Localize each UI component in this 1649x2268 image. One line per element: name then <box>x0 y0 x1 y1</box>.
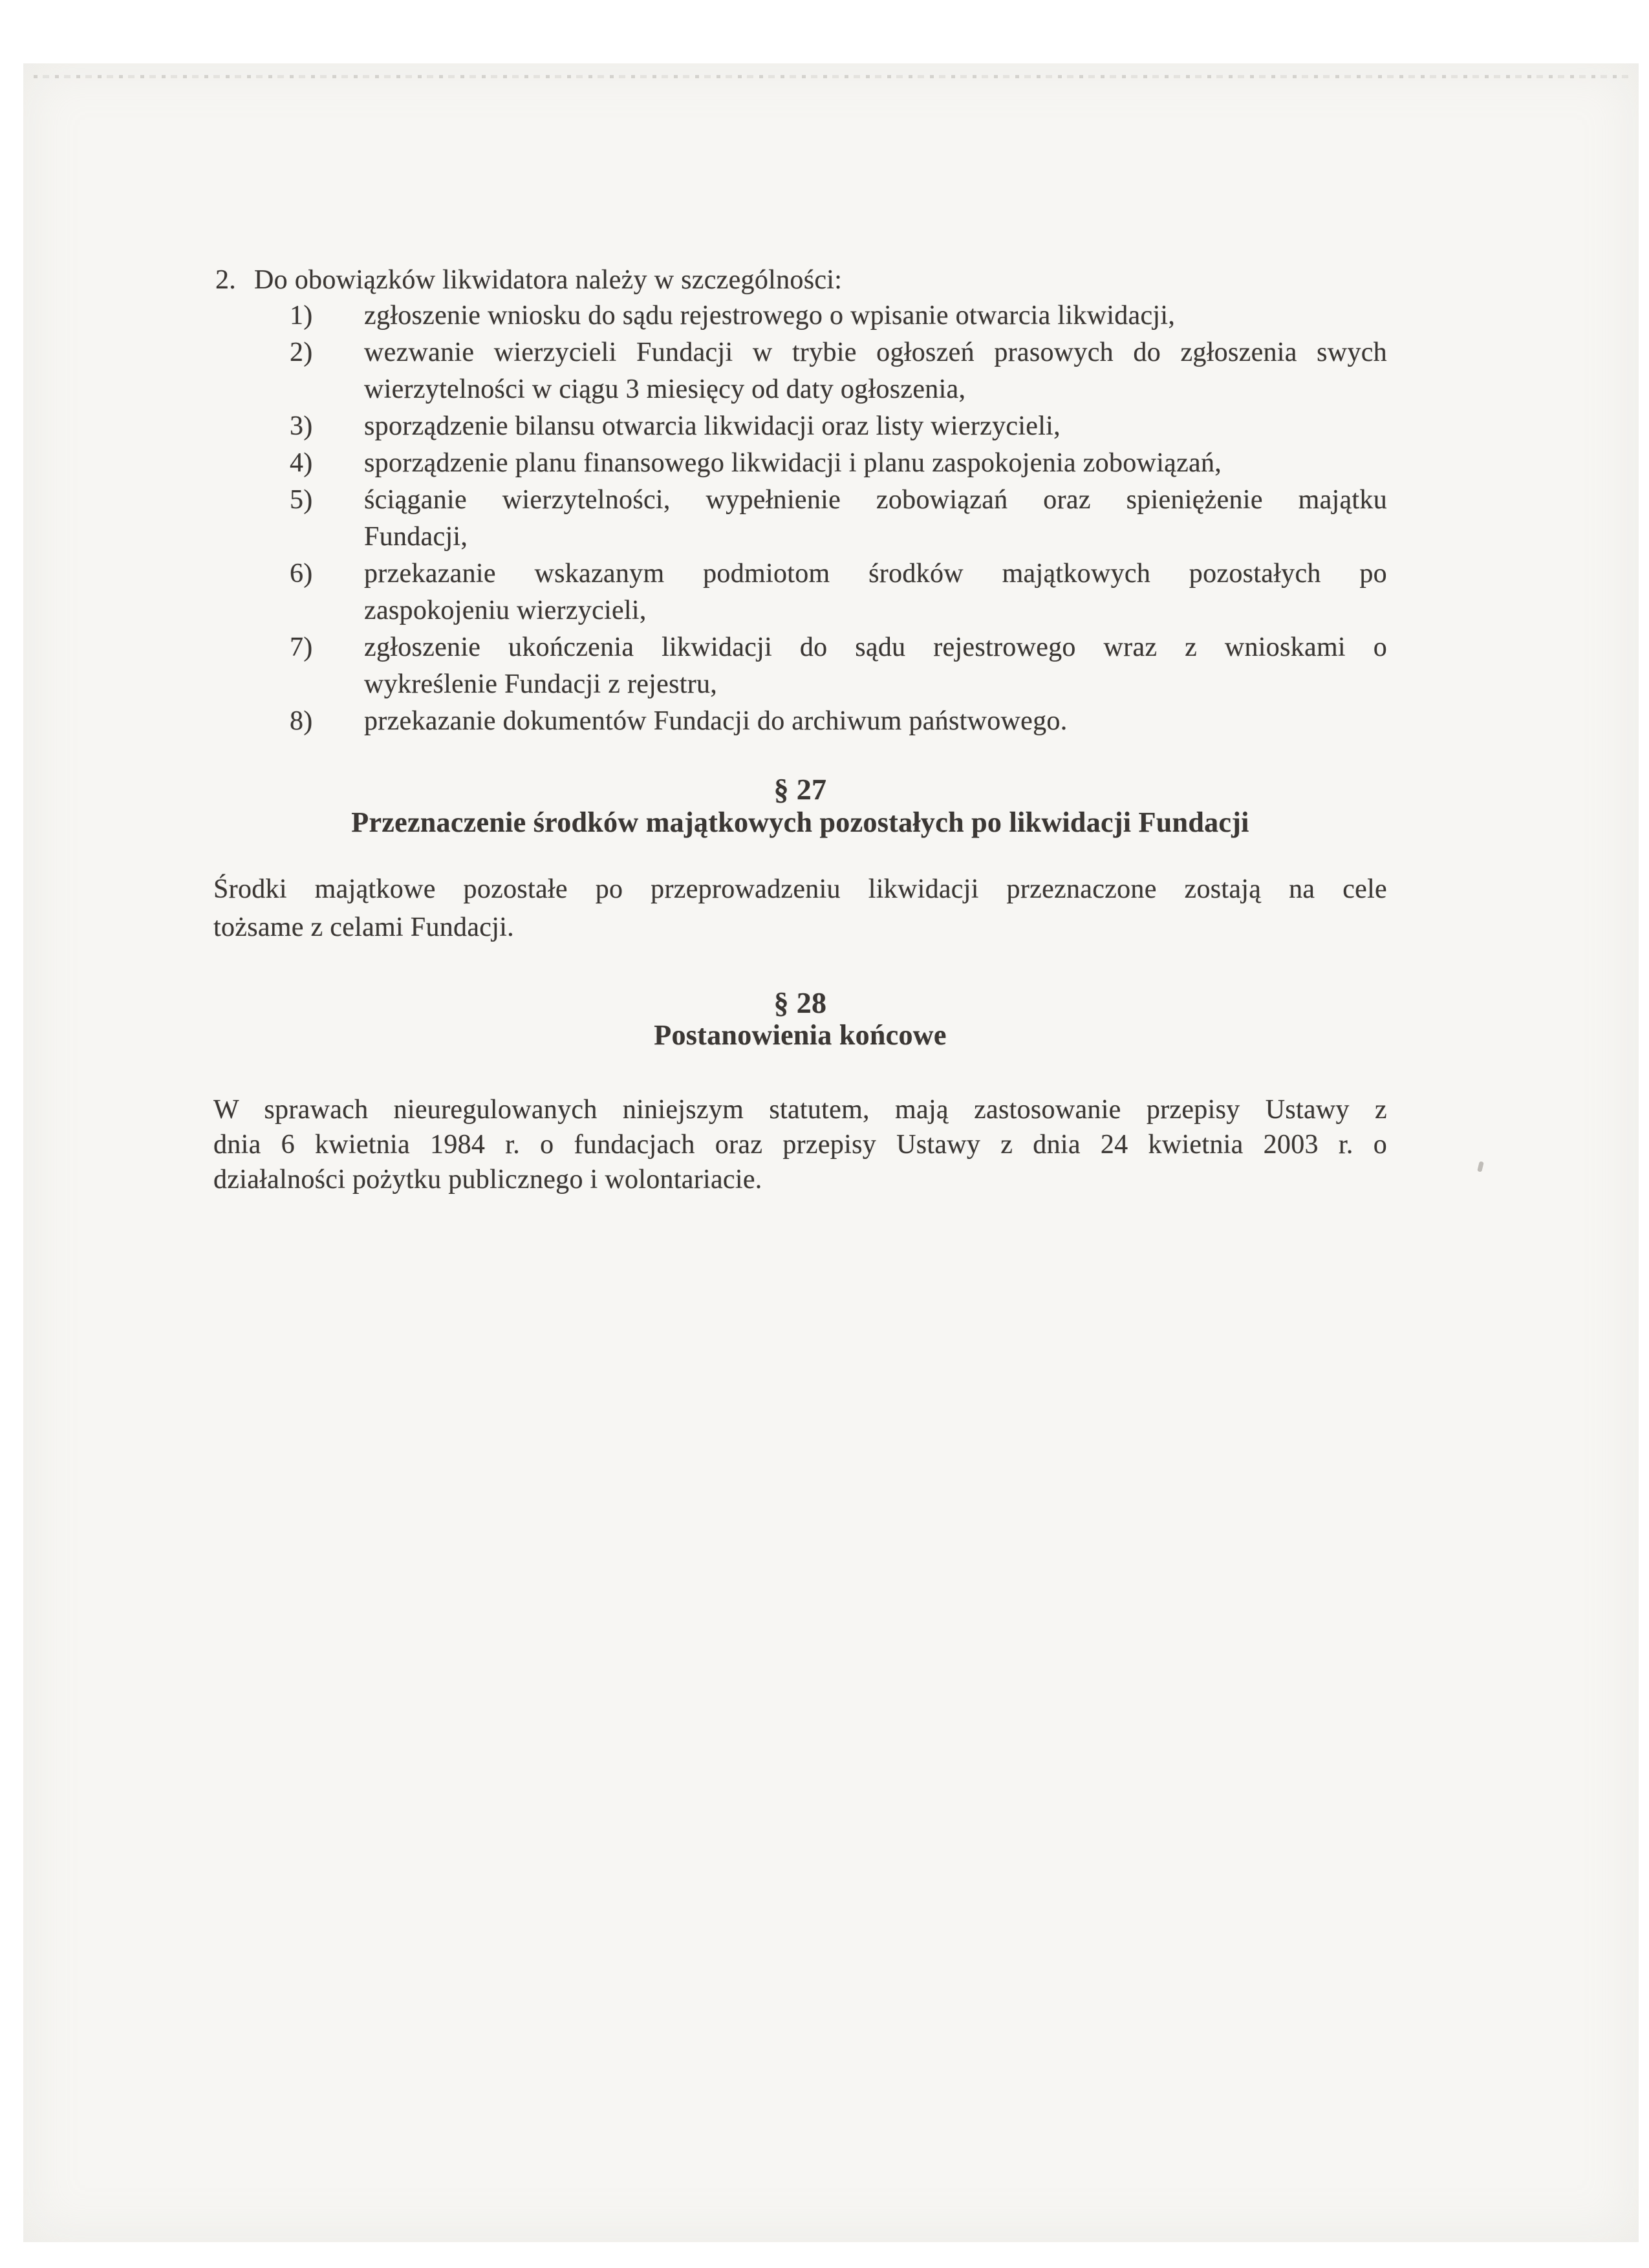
list-item-1-number: 1) <box>290 301 313 330</box>
list-item-7-line-2: wykreślenie Fundacji z rejestru, <box>364 669 718 699</box>
list-item-3-line-1: sporządzenie bilansu otwarcia likwidacji oraz listy wierzycieli, <box>364 411 1061 441</box>
list-item-2-number: 2) <box>290 338 313 367</box>
list-item-8-number: 8) <box>290 706 313 736</box>
list-item-6 <box>290 556 1387 592</box>
section-28-paragraph-line-2: dnia 6 kwietnia 1984 r. o fundacjach oraz przepisy Ustawy z dnia 24 kwietnia 2003 r. o <box>213 1130 1387 1160</box>
list-item-2-line-1: wezwanie wierzycieli Fundacji w trybie ogłoszeń prasowych do zgłoszenia swych <box>364 338 1387 367</box>
list-item-4-number: 4) <box>290 448 313 478</box>
list-item-6-number: 6) <box>290 559 313 589</box>
list-item-6-line-1: przekazanie wskazanym podmiotom środków majątkowych pozostałych po <box>364 559 1387 589</box>
list-item-1-line-1: zgłoszenie wniosku do sądu rejestrowego o wpisanie otwarcia likwidacji, <box>364 301 1176 330</box>
clause-2-number: 2. <box>215 265 237 295</box>
section-28-title: Postanowienia końcowe <box>654 1019 947 1051</box>
list-item-8-line-1: przekazanie dokumentów Fundacji do archiwum państwowego. <box>364 706 1068 736</box>
clause-2-text: Do obowiązków likwidatora należy w szczególności: <box>254 265 843 295</box>
list-item-6-line-2: zaspokojeniu wierzycieli, <box>364 596 647 625</box>
section-27-paragraph-line-2: tożsame z celami Fundacji. <box>213 913 514 942</box>
list-item-5-number: 5) <box>290 485 313 515</box>
list-item-7-line-1: zgłoszenie ukończenia likwidacji do sądu rejestrowego wraz z wnioskami o <box>364 632 1387 662</box>
list-item-7-number: 7) <box>290 632 313 662</box>
section-27-title: Przeznaczenie środków majątkowych pozostałych po likwidacji Fundacji <box>351 806 1249 838</box>
list-item-3 <box>290 408 1387 445</box>
section-28-paragraph-line-3: działalności pożytku publicznego i wolontariacie. <box>213 1165 762 1194</box>
section-27-mark: § 27 <box>773 773 827 806</box>
section-28-paragraph-line-1: W sprawach nieuregulowanych niniejszym statutem, mają zastosowanie przepisy Ustawy z <box>213 1095 1387 1125</box>
list-item-3-number: 3) <box>290 411 313 441</box>
list-item-4 <box>290 445 1387 482</box>
section-28-mark: § 28 <box>773 986 827 1019</box>
clause-2-line <box>215 262 1387 299</box>
list-item-4-line-1: sporządzenie planu finansowego likwidacji i planu zaspokojenia zobowiązań, <box>364 448 1222 478</box>
list-item-1 <box>290 297 1387 334</box>
list-item-8 <box>290 703 1387 740</box>
list-item-2-line-2: wierzytelności w ciągu 3 miesięcy od daty ogłoszenia, <box>364 374 966 404</box>
list-item-5-line-2: Fundacji, <box>364 522 468 552</box>
section-27-paragraph-line-1: Środki majątkowe pozostałe po przeprowadzeniu likwidacji przeznaczone zostają na cele <box>213 874 1387 904</box>
list-item-2 <box>290 334 1387 371</box>
list-item-5 <box>290 482 1387 519</box>
scan-fold-artifact <box>34 75 1631 78</box>
list-item-5-line-1: ściąganie wierzytelności, wypełnienie zobowiązań oraz spieniężenie majątku <box>364 485 1387 515</box>
list-item-7 <box>290 629 1387 666</box>
